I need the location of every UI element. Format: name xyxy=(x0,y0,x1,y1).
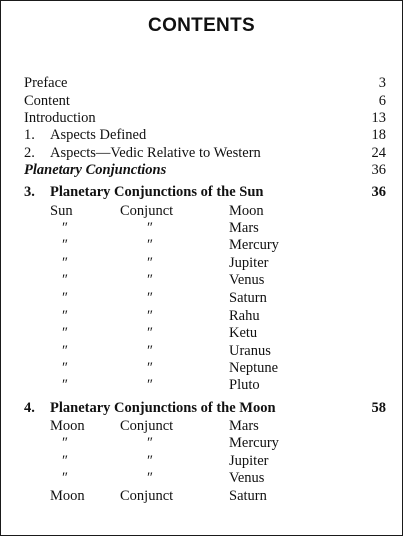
ditto-mark: ″ xyxy=(146,435,154,451)
ditto-mark: ″ xyxy=(146,272,154,288)
ditto-mark: ″ xyxy=(61,453,69,469)
ditto-mark: ″ xyxy=(146,470,154,486)
ditto-mark: ″ xyxy=(61,220,69,236)
sub-target: Mars xyxy=(229,220,259,236)
toc-entry-number: 4. xyxy=(24,400,35,416)
toc-entry-content xyxy=(1,92,402,110)
sub-relation: Conjunct xyxy=(120,418,174,434)
toc-section-planetary-conjunctions xyxy=(1,161,402,179)
toc-entry-label: Preface xyxy=(24,75,68,91)
ditto-mark: ″ xyxy=(146,360,154,376)
toc-entry-page: 24 xyxy=(371,145,386,161)
toc-entry-page: 13 xyxy=(371,110,386,126)
ditto-mark: ″ xyxy=(146,377,154,393)
toc-entry-preface xyxy=(1,74,402,92)
sub-planet: Sun xyxy=(50,203,73,219)
toc-entry-page: 6 xyxy=(378,93,386,109)
ditto-mark: ″ xyxy=(61,325,69,341)
toc-entry-label: Introduction xyxy=(24,110,96,126)
sub-relation: Conjunct xyxy=(120,488,174,504)
sub-target: Mercury xyxy=(229,237,279,253)
sub-target: Jupiter xyxy=(229,453,269,469)
toc-entry-page: 36 xyxy=(371,184,386,200)
ditto-mark: ″ xyxy=(146,343,154,359)
sub-planet: Moon xyxy=(50,488,85,504)
ditto-mark: ″ xyxy=(61,343,69,359)
toc-entry-page: 3 xyxy=(378,75,386,91)
toc-entry-label: Aspects Defined xyxy=(50,127,147,143)
sub-target: Mercury xyxy=(229,435,279,451)
ditto-mark: ″ xyxy=(61,290,69,306)
ditto-mark: ″ xyxy=(61,435,69,451)
sub-target: Pluto xyxy=(229,377,260,393)
toc-entry-page: 58 xyxy=(371,400,386,416)
sub-target: Jupiter xyxy=(229,255,269,271)
toc-entry-introduction xyxy=(1,109,402,127)
page-title: CONTENTS xyxy=(148,15,255,36)
sub-target: Uranus xyxy=(229,343,271,359)
ditto-mark: ″ xyxy=(146,308,154,324)
toc-entry-chapter-2 xyxy=(1,144,402,162)
sub-target: Mars xyxy=(229,418,259,434)
sub-target: Venus xyxy=(229,470,265,486)
ditto-mark: ″ xyxy=(146,255,154,271)
ditto-mark: ″ xyxy=(146,290,154,306)
toc-entry-label: Aspects—Vedic Relative to Western xyxy=(50,145,261,161)
toc-entry-label: Planetary Conjunctions of the Sun xyxy=(50,184,264,200)
ditto-mark: ″ xyxy=(61,272,69,288)
toc-entry-page: 18 xyxy=(371,127,386,143)
toc-entry-chapter-1 xyxy=(1,126,402,144)
toc-entry-chapter-4 xyxy=(1,399,402,417)
toc-entry-number: 3. xyxy=(24,184,35,200)
sub-relation: Conjunct xyxy=(120,203,174,219)
toc-entry-label: Content xyxy=(24,93,70,109)
ditto-mark: ″ xyxy=(61,360,69,376)
sub-target: Rahu xyxy=(229,308,260,324)
toc-entry-page: 36 xyxy=(371,162,386,178)
toc-entry-chapter-3 xyxy=(1,183,402,201)
toc-entry-number: 2. xyxy=(24,145,35,161)
ditto-mark: ″ xyxy=(61,377,69,393)
sub-planet: Moon xyxy=(50,418,85,434)
toc-entry-label: Planetary Conjunctions of the Moon xyxy=(50,400,276,416)
sub-target: Saturn xyxy=(229,488,267,504)
sub-target: Saturn xyxy=(229,290,267,306)
ditto-mark: ″ xyxy=(61,308,69,324)
ditto-mark: ″ xyxy=(146,237,154,253)
ditto-mark: ″ xyxy=(146,220,154,236)
sub-target: Moon xyxy=(229,203,264,219)
ditto-mark: ″ xyxy=(61,470,69,486)
sub-target: Ketu xyxy=(229,325,258,341)
sub-target: Neptune xyxy=(229,360,279,376)
ditto-mark: ″ xyxy=(61,255,69,271)
sub-target: Venus xyxy=(229,272,265,288)
ditto-mark: ″ xyxy=(61,237,69,253)
ditto-mark: ″ xyxy=(146,453,154,469)
ditto-mark: ″ xyxy=(146,325,154,341)
toc-entry-label: Planetary Conjunctions xyxy=(24,162,167,178)
toc-entry-number: 1. xyxy=(24,127,35,143)
